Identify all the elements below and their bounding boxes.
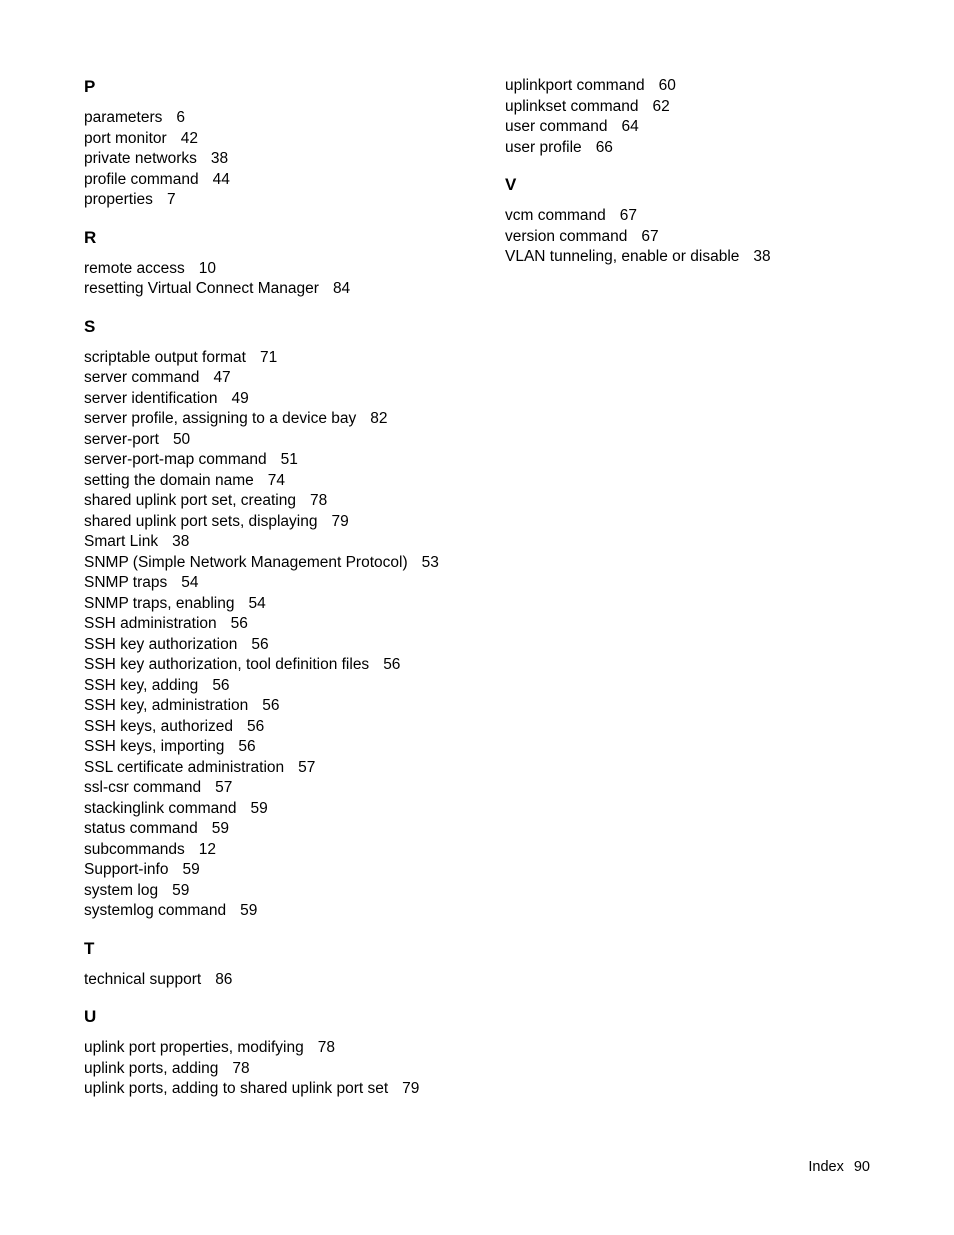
- entry-page-number: 64: [621, 118, 639, 135]
- entry-term: VLAN tunneling, enable or disable: [505, 248, 740, 265]
- entry-term: shared uplink port sets, displaying: [84, 512, 318, 530]
- index-section: [84, 1006, 484, 1100]
- entry-term: server profile, assigning to a device bay: [84, 410, 357, 427]
- entry-term: systemlog command: [84, 902, 227, 919]
- entry-term: SSH keys, authorized: [84, 717, 234, 735]
- entry-page-number: 57: [298, 758, 316, 776]
- entry-term: SSH key authorization: [84, 635, 238, 653]
- index-entry: [84, 799, 484, 820]
- entry-page-number: 56: [251, 635, 269, 653]
- index-entry: [84, 676, 484, 697]
- entry-page-number: 42: [180, 129, 198, 147]
- index-entry: [84, 737, 484, 758]
- index-entry: [84, 594, 484, 615]
- entry-page-number: 56: [212, 676, 230, 694]
- index-entry: [84, 279, 484, 300]
- index-entry: [84, 819, 484, 840]
- entry-page-number: 10: [198, 259, 217, 277]
- entry-term: stackinglink command: [84, 799, 237, 817]
- entry-page-number: 57: [215, 779, 233, 796]
- entry-page-number: 38: [210, 150, 229, 167]
- entry-term: SSH key authorization, tool definition files: [84, 656, 370, 673]
- entry-page-number: 78: [317, 1039, 335, 1056]
- entry-page-number: 38: [172, 533, 190, 550]
- entry-page-number: 86: [215, 970, 233, 988]
- index-entry: [84, 970, 484, 991]
- entry-term: SNMP traps, enabling: [84, 594, 235, 612]
- index-entry: [84, 532, 484, 553]
- entry-term: parameters: [84, 109, 163, 126]
- entry-term: resetting Virtual Connect Manager: [84, 280, 319, 297]
- entry-page-number: 56: [230, 615, 248, 632]
- entry-page-number: 66: [595, 138, 613, 156]
- entry-term: vcm command: [505, 207, 606, 224]
- entry-term: server command: [84, 369, 200, 386]
- entry-page-number: 59: [250, 799, 268, 817]
- index-entry: [505, 97, 885, 118]
- index-entry: [84, 491, 484, 512]
- entry-page-number: 56: [247, 717, 265, 735]
- entry-page-number: 62: [652, 97, 670, 115]
- index-entry: [84, 573, 484, 594]
- entry-term: SSH administration: [84, 615, 217, 632]
- index-entry: [84, 259, 484, 280]
- entry-term: server-port: [84, 430, 159, 448]
- index-entry: [505, 206, 885, 227]
- entry-term: shared uplink port set, creating: [84, 492, 296, 509]
- entry-term: SSH key, administration: [84, 697, 249, 714]
- section-letter: P: [84, 77, 96, 96]
- index-entry: [84, 553, 484, 574]
- entry-term: properties: [84, 191, 153, 208]
- index-entry: [84, 430, 484, 451]
- index-entry: [84, 190, 484, 211]
- entry-term: system log: [84, 881, 159, 899]
- entry-page-number: 84: [332, 280, 351, 297]
- entry-term: technical support: [84, 970, 202, 988]
- entry-term: user command: [505, 118, 608, 135]
- index-entry: [84, 860, 484, 881]
- entry-term: uplink port properties, modifying: [84, 1039, 304, 1056]
- index-entry: [84, 149, 484, 170]
- entry-term: uplinkport command: [505, 77, 645, 94]
- index-entry: [84, 348, 484, 369]
- entry-term: version command: [505, 227, 628, 245]
- entry-page-number: 59: [240, 902, 258, 919]
- entry-term: uplinkset command: [505, 97, 639, 115]
- page-footer: [808, 1158, 870, 1176]
- index-entry: [505, 76, 885, 97]
- section-letter: U: [84, 1007, 97, 1026]
- entry-page-number: 67: [619, 207, 638, 224]
- entry-term: uplink ports, adding: [84, 1059, 219, 1077]
- index-entry: [84, 758, 484, 779]
- entry-page-number: 53: [421, 553, 439, 571]
- entry-page-number: 50: [172, 430, 191, 448]
- entry-term: server-port-map command: [84, 451, 267, 468]
- index-entry: [84, 655, 484, 676]
- section-letter: T: [84, 938, 95, 958]
- index-entry: [84, 368, 484, 389]
- index-entry: [84, 1079, 484, 1100]
- entry-page-number: 49: [231, 389, 249, 407]
- entry-term: SNMP traps: [84, 574, 168, 591]
- entry-term: subcommands: [84, 840, 185, 858]
- entry-page-number: 56: [238, 738, 256, 755]
- index-section: [84, 938, 484, 991]
- index-section: [505, 174, 885, 268]
- index-entry: [84, 635, 484, 656]
- entry-page-number: 54: [248, 594, 266, 612]
- entry-term: SNMP (Simple Network Management Protocol): [84, 553, 408, 571]
- section-letter: R: [84, 227, 97, 247]
- index-entry: [84, 614, 484, 635]
- entry-term: port monitor: [84, 129, 167, 147]
- footer-page-number: 90: [853, 1159, 870, 1175]
- index-entry: [84, 512, 484, 533]
- index-entry: [505, 247, 885, 268]
- entry-term: scriptable output format: [84, 348, 246, 366]
- index-entry: [84, 471, 484, 492]
- entry-term: profile command: [84, 170, 199, 188]
- section-letter: S: [84, 316, 96, 336]
- entry-page-number: 59: [211, 820, 229, 837]
- entry-page-number: 67: [641, 227, 659, 245]
- index-section: [84, 316, 484, 922]
- entry-page-number: 56: [383, 656, 401, 673]
- entry-term: uplink ports, adding to shared uplink port set: [84, 1080, 389, 1097]
- entry-page-number: 38: [753, 248, 771, 265]
- entry-page-number: 44: [212, 170, 230, 188]
- entry-page-number: 56: [262, 697, 280, 714]
- entry-page-number: 51: [280, 451, 298, 468]
- entry-term: SSL certificate administration: [84, 758, 285, 776]
- index-entry: [84, 170, 484, 191]
- entry-page-number: 74: [267, 471, 285, 489]
- index-entry: [84, 108, 484, 129]
- index-entry: [84, 696, 484, 717]
- index-entry: [505, 117, 885, 138]
- footer-label: Index: [808, 1159, 844, 1175]
- entry-term: server identification: [84, 389, 218, 407]
- entry-term: Support-info: [84, 861, 169, 878]
- entry-term: Smart Link: [84, 533, 159, 550]
- entry-page-number: 79: [331, 512, 349, 530]
- entry-page-number: 60: [658, 77, 676, 94]
- entry-page-number: 79: [402, 1080, 420, 1097]
- entry-page-number: 59: [182, 861, 200, 878]
- entry-page-number: 12: [198, 840, 217, 858]
- index-entry: [84, 778, 484, 799]
- index-section: [84, 227, 484, 300]
- entry-page-number: 6: [176, 109, 186, 126]
- index-entry: [84, 1059, 484, 1080]
- index-right-column: [505, 76, 885, 284]
- entry-term: status command: [84, 820, 198, 837]
- index-section: [84, 76, 484, 211]
- index-entry: [84, 129, 484, 150]
- entry-page-number: 47: [213, 369, 231, 386]
- index-entry: [84, 717, 484, 738]
- entry-page-number: 78: [309, 492, 328, 509]
- entry-term: private networks: [84, 150, 197, 167]
- index-entry: [84, 1038, 484, 1059]
- entry-term: ssl-csr command: [84, 779, 202, 796]
- entry-term: setting the domain name: [84, 471, 254, 489]
- entry-term: SSH key, adding: [84, 676, 199, 694]
- index-entry: [84, 389, 484, 410]
- continuation-group: [505, 76, 885, 158]
- index-entry: [84, 840, 484, 861]
- entry-page-number: 54: [181, 574, 199, 591]
- index-entry: [84, 881, 484, 902]
- entry-page-number: 82: [370, 410, 388, 427]
- index-entry: [505, 138, 885, 159]
- entry-term: user profile: [505, 138, 582, 156]
- index-entry: [84, 409, 484, 430]
- section-letter: V: [505, 175, 517, 194]
- entry-term: SSH keys, importing: [84, 738, 225, 755]
- entry-page-number: 7: [166, 191, 176, 208]
- entry-term: remote access: [84, 259, 185, 277]
- entry-page-number: 78: [232, 1059, 250, 1077]
- index-entry: [84, 450, 484, 471]
- entry-page-number: 71: [259, 348, 278, 366]
- entry-page-number: 59: [172, 881, 190, 899]
- index-entry: [505, 227, 885, 248]
- index-left-column: [84, 76, 484, 1116]
- index-entry: [84, 901, 484, 922]
